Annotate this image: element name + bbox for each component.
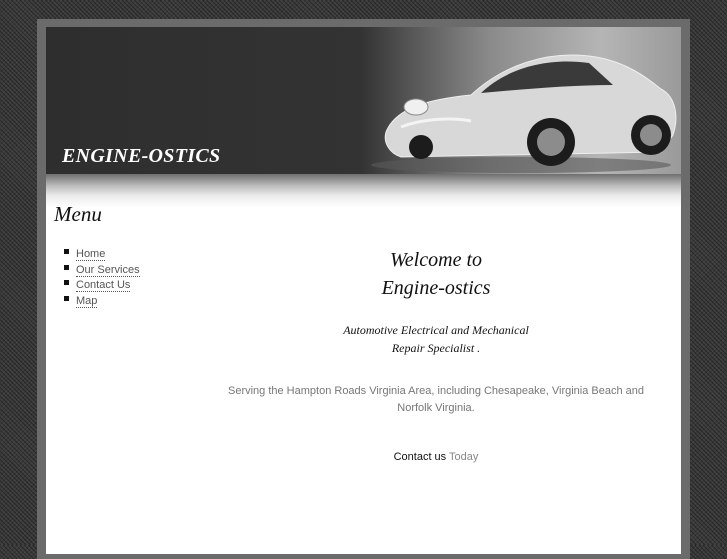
car-photo (361, 27, 681, 174)
welcome-heading (216, 246, 656, 302)
welcome-line-1: Welcome to (389, 249, 482, 271)
sidebar-item-home (64, 244, 140, 260)
tagline-line-2: Repair Specialist . (391, 340, 481, 355)
nav-link-home[interactable]: Home (76, 248, 106, 260)
sidebar-item-our-services (64, 260, 140, 276)
nav-link-map[interactable]: Map (76, 294, 98, 307)
nav-link-contact-us[interactable]: Contact Us (76, 279, 131, 291)
contact-prefix: Contact us (393, 451, 447, 463)
tagline (216, 322, 656, 357)
sidebar-item-map (64, 291, 140, 307)
main-content (216, 246, 656, 463)
content-area (46, 174, 681, 554)
nav-link-our-services[interactable]: Our Services (76, 263, 140, 276)
tagline-line-1: Automotive Electrical and Mechanical (343, 323, 529, 337)
welcome-line-2: Engine-ostics (381, 277, 491, 299)
service-area-text (216, 383, 656, 416)
contact-line (216, 451, 656, 463)
site-title: ENGINE-OSTICS (62, 145, 221, 167)
menu-heading: Menu (54, 202, 102, 226)
site-header (46, 27, 681, 174)
sidebar-nav (64, 244, 140, 306)
service-area-line-2: Norfolk Virginia. (397, 401, 475, 414)
contact-today-link[interactable]: Today (449, 451, 479, 463)
sidebar-item-contact-us (64, 275, 140, 291)
car-icon (361, 27, 681, 174)
service-area-line-1: Serving the Hampton Roads Virginia Area, including Chesapeake, Virginia Beach and (227, 385, 645, 397)
